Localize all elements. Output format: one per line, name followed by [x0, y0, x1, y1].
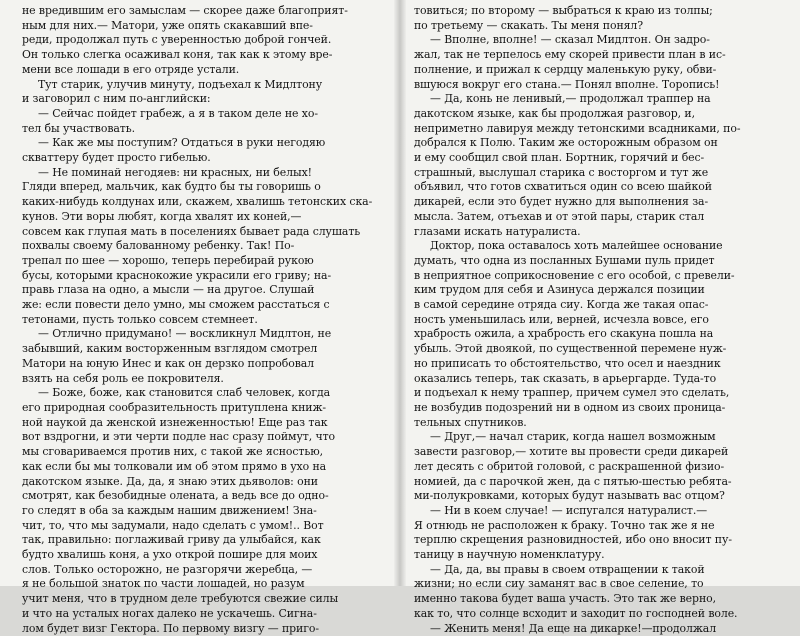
text-line: — Сейчас пойдет грабеж, а я в таком деле не хо-: [38, 106, 318, 120]
text-line: ным для них.— Матори, уже опять скакавший впе-: [22, 18, 313, 32]
text-line: вшуюся вокруг его стана.— Понял вполне. Торопись!: [414, 77, 720, 91]
text-line: реди, продолжал путь с уверенностью доброй гончей.: [22, 33, 332, 47]
text-line: го следят в оба за каждым нашим движением! Зна-: [22, 503, 317, 517]
text-line: ким трудом для себя и Азинуса держался позиции: [414, 283, 705, 297]
text-line: не возбудив подозрений ни в одном из своих проница-: [414, 400, 726, 414]
text-line: кунов. Эти воры любят, когда хвалят их коней,—: [22, 209, 302, 223]
text-line: так, правильно: поглаживай гриву да улыбайся, как: [22, 533, 321, 547]
text-line: — Не поминай негодяев: ни красных, ни белых!: [38, 165, 312, 179]
text-line: дакотском языке. Да, да, я знаю этих дьяволов: они: [22, 474, 318, 488]
text-line: и что на усталых ногах далеко не ускачешь. Сигна-: [22, 606, 317, 620]
text-line: но приписать то обстоятельство, что осел и наездник: [414, 356, 721, 370]
text-line: храбрость ожила, а храбрость его скакуна пошла на: [414, 327, 714, 341]
text-line: ной наукой да женской изнеженностью! Еще раз так: [22, 415, 328, 429]
text-line: убыль. Этой двоякой, по существенной перемене нуж-: [414, 342, 727, 356]
text-line: по третьему — скакать. Ты меня понял?: [414, 18, 644, 32]
text-line: взять на себя роль ее покровителя.: [22, 371, 224, 385]
text-line: страшный, выслушал старика с восторгом и тут же: [414, 165, 709, 179]
text-line: тетонами, пусть только совсем стемнеет.: [22, 312, 258, 326]
text-line: глазами искать натуралиста.: [414, 224, 581, 238]
left-page: [0, 0, 400, 635]
text-line: совсем как глупая мать в поселениях бывает рада слушать: [22, 224, 361, 238]
text-line: Матори на юную Инес и как он дерзко попробовал: [22, 356, 315, 370]
right-page: [400, 0, 800, 635]
text-line: — Женить меня! Да еще на дикарке!—продолжал: [430, 621, 717, 635]
text-line: Доктор, пока оставалось хоть малейшее основание: [430, 239, 723, 253]
text-line: неприметно лавируя между тетонскими всадниками, по-: [414, 121, 741, 135]
text-line: жал, так не терпелось ему скорей привести план в ис-: [414, 48, 726, 62]
text-line: не вредившим его замыслам — скорее даже благоприят-: [22, 4, 348, 17]
text-line: будто хвалишь коня, а ухо открой пошире для моих: [22, 548, 318, 562]
text-line: мы сговариваемся против них, с такой же ясностью,: [22, 445, 323, 459]
text-line: таницу в научную номенклатуру.: [414, 548, 605, 562]
text-line: ми-полукровками, которых будут называть вас отцом?: [414, 489, 725, 503]
text-line: чит, то, что мы задумали, надо сделать с умом!.. Вот: [22, 518, 324, 532]
text-line: вот вздрогни, и эти черти подле нас сразу поймут, что: [22, 430, 336, 444]
text-line: каких-нибудь колдунах или, скажем, хвалишь тетонских ска-: [22, 195, 373, 209]
text-line: его природная сообразительность притуплена книж-: [22, 400, 326, 414]
text-line: правь глаза на одно, а мысли — на другое. Слушай: [22, 283, 315, 297]
text-line: похвалы своему балованному ребенку. Так! По-: [22, 239, 295, 253]
text-line: Он только слегка осаживал коня, так как к этому вре-: [22, 48, 333, 62]
text-line: дакотском языке, как бы продолжая разговор, и,: [414, 106, 695, 120]
text-line: как если бы мы толковали им об этом прямо в ухо на: [22, 459, 327, 473]
text-line: именно такова будет ваша участь. Это так же верно,: [414, 592, 716, 606]
text-line: — Ни в коем случае! — испугался натуралист.—: [430, 503, 708, 517]
text-line: терплю скрещения разновидностей, ибо оно вносит пу-: [414, 533, 732, 547]
text-line: — Друг,— начал старик, когда нашел возможным: [430, 430, 716, 444]
text-line: — Боже, боже, как становится слаб человек, когда: [38, 386, 331, 400]
text-line: я не большой знаток по части лошадей, но разум: [22, 577, 305, 591]
text-line: и заговорил с ним по-английски:: [22, 92, 211, 106]
text-line: полнение, и прижал к сердцу маленькую руку, обви-: [414, 62, 717, 76]
text-line: мени все лошади в его отряде устали.: [22, 62, 240, 76]
text-line: жизни; но если сиу заманят вас в свое селение, то: [414, 577, 704, 591]
text-line: Тут старик, улучив минуту, подъехал к Мидлтону: [38, 77, 323, 91]
text-line: — Да, конь не ленивый,— продолжал траппер на: [430, 92, 711, 106]
text-line: мысла. Затем, отъехав и от этой пары, старик стал: [414, 209, 705, 223]
text-line: номией, да с парочкой жен, да с пятью-шестью ребята-: [414, 474, 732, 488]
text-line: дикарей, если это будет нужно для выполнения за-: [414, 195, 709, 209]
text-line: — Да, да, вы правы в своем отвращении к такой: [430, 562, 705, 576]
text-line: смотрят, как безобидные олената, а ведь все до одно-: [22, 489, 329, 503]
text-line: слов. Только осторожно, не разгорячи жеребца, —: [22, 562, 313, 576]
text-line: как то, что солнце всходит и заходит по господней воле.: [414, 606, 738, 620]
text-line: в самой середине отряда сиу. Когда же такая опас-: [414, 298, 709, 312]
text-line: и ему сообщил свой план. Бортник, горячий и бес-: [414, 151, 705, 165]
text-line: учит меня, что в трудном деле требуются свежие силы: [22, 592, 339, 606]
text-line: тельных спутников.: [414, 415, 527, 429]
text-line: скваттеру будет просто гибелью.: [22, 151, 211, 165]
text-line: — Отлично придумано! — воскликнул Мидлтон, не: [38, 327, 332, 341]
text-line: в неприятное соприкосновение с его особой, с превели-: [414, 268, 735, 282]
text-line: думать, что одна из посланных Бушами пуль придет: [414, 253, 715, 267]
text-line: тел бы участвовать.: [22, 121, 135, 135]
text-line: ность уменьшилась или, верней, исчезла вовсе, его: [414, 312, 709, 326]
text-line: лет десять с обритой головой, с раскрашенной физио-: [414, 459, 725, 473]
text-line: добрался к Полю. Таким же осторожным образом он: [414, 136, 718, 150]
text-line: трепал по шее — хорошо, теперь перебирай рукою: [22, 253, 314, 267]
text-line: Я отнюдь не расположен к браку. Точно так же я не: [414, 518, 715, 532]
text-line: лом будет визг Гектора. По первому визгу — приго-: [22, 621, 319, 635]
text-line: же: если повести дело умно, мы сможем расстаться с: [22, 298, 330, 312]
text-line: товиться; по второму — выбраться к краю из толпы;: [414, 4, 713, 17]
text-line: — Вполне, вполне! — сказал Мидлтон. Он задро-: [430, 33, 710, 47]
text-line: завести разговор,— хотите вы провести среди дикарей: [414, 445, 729, 459]
text-line: бусы, которыми краснокожие украсили его гриву; на-: [22, 268, 332, 282]
text-line: и подъехал к нему траппер, причем сумел это сделать,: [414, 386, 730, 400]
book-gutter: [394, 0, 406, 586]
text-line: объявил, что готов схватиться один со всею шайкой: [414, 180, 712, 194]
text-line: — Как же мы поступим? Отдаться в руки негодяю: [38, 136, 326, 150]
text-line: забывший, каким восторженным взглядом смотрел: [22, 342, 318, 356]
text-line: оказались теперь, так сказать, в арьергарде. Туда-то: [414, 371, 717, 385]
text-line: Гляди вперед, мальчик, как будто бы ты говоришь о: [22, 180, 321, 194]
